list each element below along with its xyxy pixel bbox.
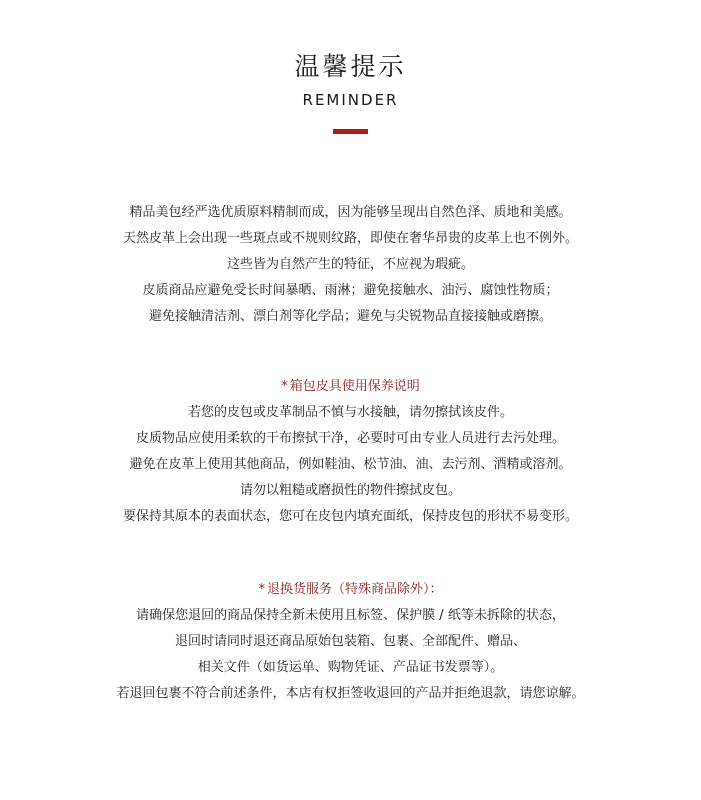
care-line: 要保持其原本的表面状态，您可在皮包内填充面纸，保持皮包的形状不易变形。 xyxy=(122,509,578,524)
care-line: 皮质物品应使用柔软的干布擦拭干净，必要时可由专业人员进行去污处理。 xyxy=(135,431,565,446)
returns-line: 若退回包裹不符合前述条件，本店有权拒签收退回的产品并拒绝退款，请您谅解。 xyxy=(116,686,585,701)
care-heading xyxy=(0,374,701,400)
returns-line: 请确保您退回的商品保持全新未使用且标签、保护膜 / 纸等未拆除的状态， xyxy=(136,608,565,623)
page-title: 温馨提示 xyxy=(294,52,407,81)
intro-line: 精品美包经严选优质原料精制而成，因为能够呈现出自然色泽、质地和美感。 xyxy=(129,205,572,220)
care-heading-text: 箱包皮具使用保养说明 xyxy=(289,379,420,394)
star-marker: * xyxy=(281,379,288,394)
returns-line: 退回时请同时退还商品原始包装箱、包裹、全部配件、赠品、 xyxy=(174,634,526,649)
intro-section xyxy=(0,200,701,330)
care-line: 避免在皮革上使用其他商品，例如鞋油、松节油、油、去污剂、酒精或溶剂。 xyxy=(129,457,572,472)
returns-section xyxy=(0,577,701,707)
returns-line: 相关文件（如货运单、购物凭证、产品证书发票等）。 xyxy=(197,660,504,675)
intro-line: 避免接触清洁剂、漂白剂等化学品；避免与尖锐物品直接接触或磨擦。 xyxy=(148,309,552,324)
page-subtitle: REMINDER xyxy=(302,91,399,109)
care-section xyxy=(0,374,701,530)
care-line: 请勿以粗糙或磨损性的物件擦拭皮包。 xyxy=(239,483,461,498)
returns-heading xyxy=(0,577,701,603)
intro-line: 皮质商品应避免受长时间暴晒、雨淋；避免接触水、油污、腐蚀性物质； xyxy=(142,283,559,298)
star-marker: * xyxy=(258,582,265,597)
intro-line: 天然皮革上会出现一些斑点或不规则纹路，即使在奢华昂贵的皮革上也不例外。 xyxy=(122,231,578,246)
care-line: 若您的皮包或皮革制品不慎与水接触，请勿擦拭该皮件。 xyxy=(187,405,513,420)
intro-line: 这些皆为自然产生的特征，不应视为瑕疵。 xyxy=(226,257,474,272)
accent-divider xyxy=(333,129,368,134)
returns-heading-text: 退换货服务（特殊商品除外）： xyxy=(266,582,443,597)
